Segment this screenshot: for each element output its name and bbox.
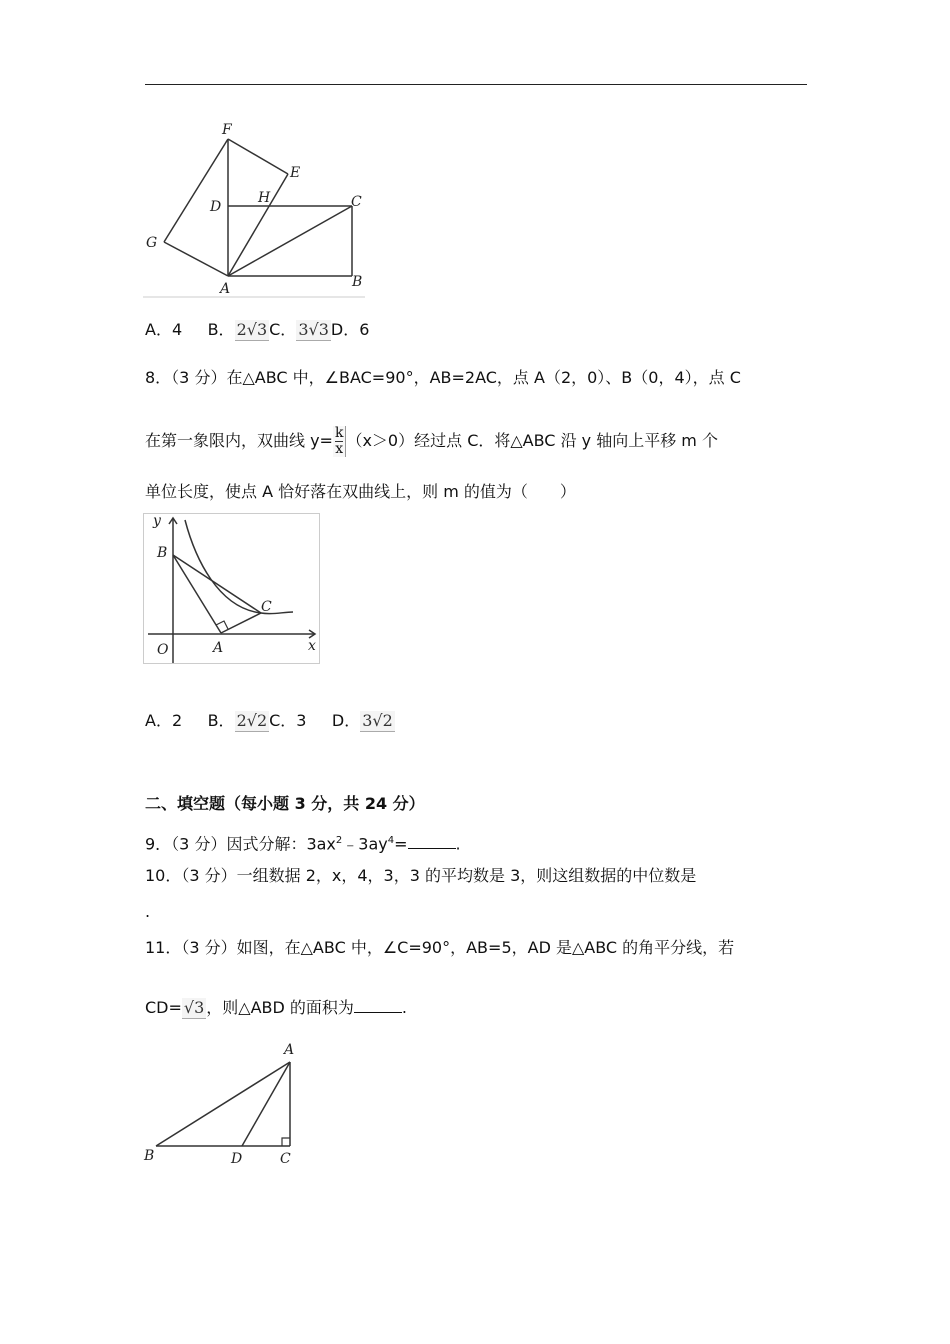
q11-label-B: B xyxy=(144,1148,155,1164)
q11-answer-blank[interactable] xyxy=(354,998,402,1013)
q11-cd-math: √3 xyxy=(183,998,205,1017)
q8-label-A: A xyxy=(213,640,224,656)
q11-cd-prefix: CD= xyxy=(145,998,182,1017)
label-G: G xyxy=(146,235,158,251)
q8-label-O: O xyxy=(157,642,169,658)
label-E: E xyxy=(290,165,301,181)
q10-line1: 10．（3 分）一组数据 2，x，4，3，3 的平均数是 3，则这组数据的中位数是 xyxy=(145,866,697,885)
q11-line2 xyxy=(145,998,407,1019)
q9-tail: . xyxy=(455,834,461,854)
q9-text-b: ﹣3ay xyxy=(342,834,388,854)
q11-figure xyxy=(140,1040,300,1170)
q9-text-a: 9．（3 分）因式分解：3ax xyxy=(145,834,336,854)
q8-line2 xyxy=(145,426,718,457)
q7-options xyxy=(145,320,369,341)
q9-answer-blank[interactable] xyxy=(408,834,456,849)
q8-line1: 8．（3 分）在△ABC 中，∠BAC=90°，AB=2AC，点 A（2，0）、B（0，4），点 C xyxy=(145,368,741,387)
q8-option-b-prefix: B． xyxy=(207,711,235,730)
q8-option-c: C．3 xyxy=(269,711,307,730)
label-F: F xyxy=(222,122,232,138)
q8-option-d-prefix: D． xyxy=(331,711,361,730)
q8-option-b-math: 2√2 xyxy=(236,711,268,730)
q8-option-a: A．2 xyxy=(145,711,183,730)
q10-line2: . xyxy=(145,902,151,921)
q11-label-C: C xyxy=(280,1151,291,1167)
q9-sup1: 2 xyxy=(335,835,343,846)
q7-option-c-prefix: C． xyxy=(269,320,297,339)
q8-fraction xyxy=(333,426,346,457)
q8-options xyxy=(145,711,395,732)
q8-label-x: x xyxy=(308,638,316,654)
q8-line3: 单位长度，使点 A 恰好落在双曲线上，则 m 的值为（ ） xyxy=(145,482,576,501)
q7-option-c-math: 3√3 xyxy=(298,320,329,339)
q11-tail: . xyxy=(401,998,408,1017)
q8-frac-num: k xyxy=(334,425,344,441)
label-B: B xyxy=(352,274,363,290)
q8-label-B: B xyxy=(157,545,168,561)
q7-option-b-math: 2√3 xyxy=(236,320,268,339)
label-D: D xyxy=(210,199,222,215)
q8-figure xyxy=(143,513,323,668)
section2-heading: 二、填空题（每小题 3 分，共 24 分） xyxy=(145,794,425,813)
q11-line1: 11．（3 分）如图，在△ABC 中，∠C=90°，AB=5，AD 是△ABC 的角平分线，若 xyxy=(145,938,735,957)
q9-text-c: = xyxy=(394,834,408,854)
q8-frac-den: x xyxy=(335,441,344,457)
q9-sup2: 4 xyxy=(387,835,395,846)
q11-label-A: A xyxy=(284,1042,295,1058)
q7-option-a: A．4 xyxy=(145,320,183,339)
q8-option-d-math: 3√2 xyxy=(362,711,393,730)
q8-line2-b: （x＞0）经过点 C．将△ABC 沿 y 轴向上平移 m 个 xyxy=(346,431,718,450)
q8-line2-a: 在第一象限内，双曲线 y= xyxy=(145,431,333,450)
label-C: C xyxy=(351,194,362,210)
q8-label-C: C xyxy=(261,599,272,615)
q11-line2-b: ，则△ABD 的面积为 xyxy=(206,998,354,1017)
top-rule xyxy=(145,84,807,85)
q7-option-d: D．6 xyxy=(330,320,370,339)
q9-line xyxy=(145,831,461,854)
q7-figure xyxy=(140,118,370,303)
label-A: A xyxy=(220,281,231,297)
q11-label-D: D xyxy=(231,1151,243,1167)
label-H: H xyxy=(258,190,271,206)
q7-option-b-prefix: B． xyxy=(207,320,235,339)
q8-label-y: y xyxy=(153,513,161,529)
